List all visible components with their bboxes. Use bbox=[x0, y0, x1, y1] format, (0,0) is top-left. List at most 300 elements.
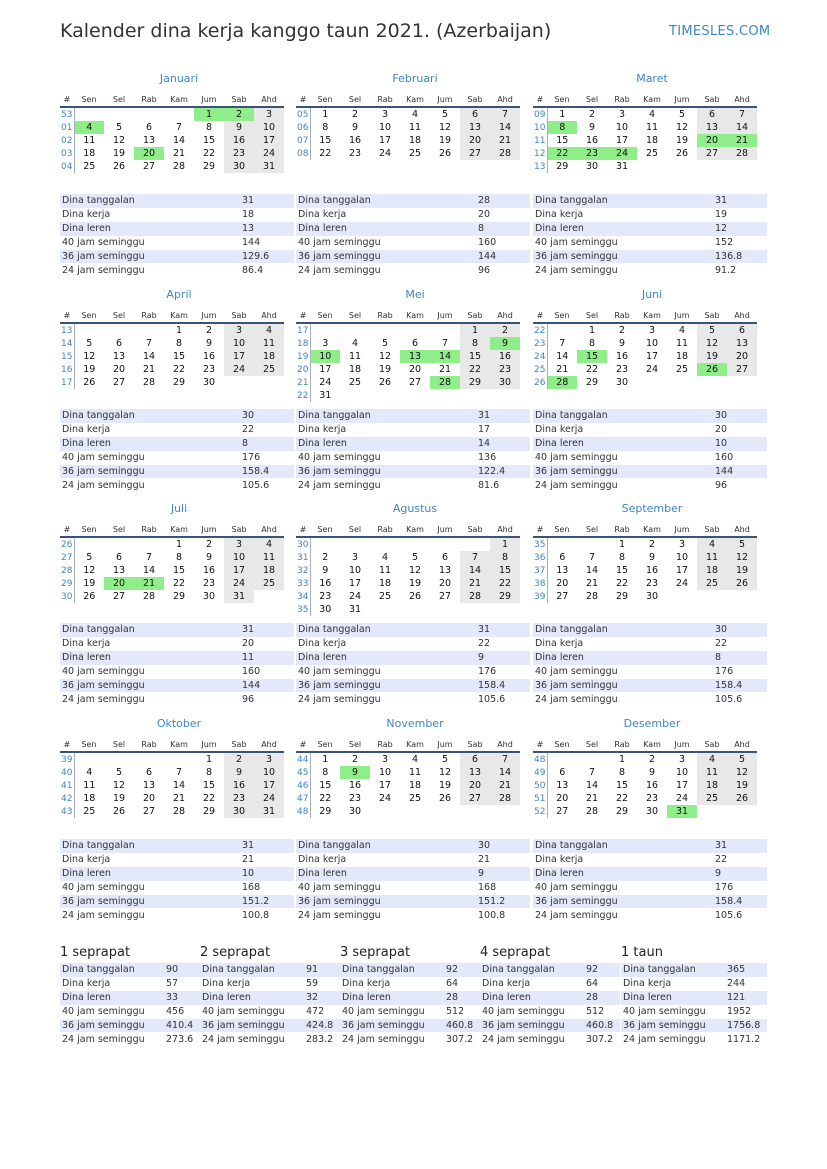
stat-label: Dina tanggalan bbox=[533, 623, 713, 637]
day-cell: 1 bbox=[322, 109, 329, 120]
empty-cell bbox=[430, 603, 460, 616]
week-row bbox=[533, 376, 757, 389]
day-cell: 13 bbox=[727, 337, 757, 350]
empty-cell bbox=[254, 590, 284, 603]
stat-label: 24 jam seminggu bbox=[62, 264, 145, 276]
stat-label: Dina tanggalan bbox=[296, 194, 476, 208]
day-cell: 1 bbox=[460, 323, 490, 337]
stat-label: 36 jam seminggu bbox=[480, 1019, 584, 1033]
day-cell: 8 bbox=[322, 122, 329, 133]
stat-row bbox=[340, 1032, 480, 1046]
stat-row bbox=[296, 665, 530, 679]
stat-value: 13 bbox=[240, 222, 294, 236]
day-cell: 18 bbox=[348, 364, 362, 375]
day-cell: 22 bbox=[319, 793, 332, 804]
weekday-header: Rab bbox=[134, 738, 164, 752]
stat-label: Dina leren bbox=[296, 222, 476, 236]
weekday-header: Rab bbox=[607, 93, 637, 107]
month-title: Maret bbox=[636, 72, 668, 85]
day-cell: 8 bbox=[175, 338, 183, 349]
stat-row bbox=[60, 637, 294, 651]
stat-value: 160 bbox=[242, 666, 261, 678]
day-cell: 12 bbox=[438, 122, 452, 133]
stat-label: Dina leren bbox=[60, 867, 240, 881]
weekday-header: Kam bbox=[637, 309, 667, 323]
stat-row bbox=[296, 867, 530, 881]
day-cell: 26 bbox=[83, 591, 96, 602]
stat-label: 40 jam seminggu bbox=[62, 1006, 145, 1018]
week-number: 06 bbox=[297, 122, 309, 133]
week-row bbox=[533, 752, 757, 766]
month-title: Februari bbox=[392, 72, 438, 85]
stat-label: Dina leren bbox=[533, 867, 713, 881]
stat-value: 1952 bbox=[727, 1006, 752, 1018]
week-row bbox=[533, 337, 757, 350]
day-cell: 4 bbox=[86, 767, 93, 778]
weekday-header: Ahd bbox=[727, 738, 757, 752]
month-stats bbox=[533, 839, 767, 922]
stat-label: Dina leren bbox=[296, 651, 476, 665]
day-cell: 7 bbox=[175, 767, 183, 778]
empty-cell bbox=[340, 389, 370, 402]
stat-label: 24 jam seminggu bbox=[298, 479, 381, 491]
stat-label: Dina leren bbox=[60, 437, 240, 451]
day-cell: 3 bbox=[648, 325, 656, 336]
stat-value: 22 bbox=[478, 638, 491, 650]
stat-label: 40 jam seminggu bbox=[482, 1006, 565, 1018]
stat-value: 31 bbox=[713, 194, 767, 208]
day-cell: 9 bbox=[224, 766, 254, 779]
stat-label: 40 jam seminggu bbox=[62, 237, 145, 249]
month-stats bbox=[60, 194, 294, 277]
stat-value: 31 bbox=[476, 623, 530, 637]
day-cell: 7 bbox=[145, 552, 153, 563]
week-number: 01 bbox=[61, 122, 73, 133]
day-cell: 27 bbox=[408, 377, 422, 388]
day-cell: 6 bbox=[411, 338, 419, 349]
day-cell: 31 bbox=[254, 160, 284, 173]
day-cell: 21 bbox=[438, 364, 452, 375]
stat-value: 96 bbox=[242, 693, 255, 705]
weekday-header: Ahd bbox=[727, 523, 757, 537]
stat-row bbox=[296, 437, 530, 451]
empty-cell bbox=[104, 323, 134, 337]
stat-row bbox=[60, 1005, 200, 1019]
week-number: 35 bbox=[297, 604, 309, 615]
empty-cell bbox=[400, 537, 430, 551]
weekday-header: Kam bbox=[400, 523, 430, 537]
day-cell: 17 bbox=[645, 351, 659, 362]
stat-value: 12 bbox=[713, 222, 767, 236]
weekday-header: Jum bbox=[667, 523, 697, 537]
day-cell: 3 bbox=[224, 323, 254, 337]
stat-value: 144 bbox=[242, 237, 261, 249]
stat-label: Dina kerja bbox=[298, 209, 347, 221]
stat-value: 18 bbox=[242, 209, 255, 221]
day-cell: 10 bbox=[310, 350, 340, 363]
day-cell: 22 bbox=[547, 147, 577, 160]
day-cell: 1 bbox=[490, 537, 520, 551]
week-number: 38 bbox=[534, 578, 546, 589]
day-cell: 4 bbox=[254, 537, 284, 551]
day-cell: 6 bbox=[115, 552, 123, 563]
weekday-header: Ahd bbox=[490, 93, 520, 107]
month-stats bbox=[296, 623, 530, 706]
day-cell: 19 bbox=[727, 564, 757, 577]
day-cell: 16 bbox=[645, 565, 659, 576]
stat-label: 36 jam seminggu bbox=[296, 895, 476, 909]
day-cell: 17 bbox=[348, 578, 362, 589]
week-row bbox=[60, 350, 284, 363]
empty-cell bbox=[104, 537, 134, 551]
empty-cell bbox=[430, 389, 460, 402]
day-cell: 22 bbox=[202, 148, 216, 159]
day-cell: 25 bbox=[408, 148, 422, 159]
stat-label: 24 jam seminggu bbox=[202, 1033, 285, 1045]
stat-row bbox=[60, 977, 200, 991]
stat-value: 96 bbox=[478, 264, 491, 276]
day-cell: 8 bbox=[205, 122, 213, 133]
month-calendar bbox=[533, 738, 757, 818]
stat-row bbox=[533, 208, 767, 222]
stat-label: 40 jam seminggu bbox=[62, 452, 145, 464]
day-cell: 10 bbox=[645, 338, 659, 349]
brand-link[interactable]: TIMESLES.COM bbox=[669, 24, 771, 39]
stat-value: 460.8 bbox=[584, 1019, 620, 1033]
day-cell: 16 bbox=[585, 135, 599, 146]
day-cell: 28 bbox=[142, 377, 156, 388]
day-cell: 31 bbox=[319, 390, 332, 401]
stat-value: 105.6 bbox=[478, 693, 506, 705]
day-cell: 29 bbox=[615, 806, 629, 817]
day-cell: 24 bbox=[348, 591, 362, 602]
week-number: 17 bbox=[296, 323, 310, 337]
stat-value: 10 bbox=[713, 437, 767, 451]
stat-row bbox=[296, 853, 530, 867]
day-cell: 28 bbox=[727, 147, 757, 160]
weekday-header: Ahd bbox=[490, 523, 520, 537]
empty-cell bbox=[104, 752, 134, 766]
stat-row bbox=[533, 236, 767, 250]
month-title: September bbox=[621, 502, 683, 515]
stat-row bbox=[296, 637, 530, 651]
stat-row bbox=[340, 991, 480, 1005]
day-cell: 15 bbox=[202, 780, 216, 791]
week-row bbox=[296, 551, 520, 564]
weekday-header: Sab bbox=[697, 309, 727, 323]
week-row bbox=[296, 107, 520, 121]
day-cell: 5 bbox=[411, 552, 419, 563]
stat-label: Dina leren bbox=[621, 991, 725, 1005]
summary-stats bbox=[621, 963, 767, 1046]
empty-cell bbox=[134, 537, 164, 551]
empty-cell bbox=[697, 805, 727, 818]
stat-label: Dina leren bbox=[296, 437, 476, 451]
weekday-header: Ahd bbox=[727, 93, 757, 107]
stat-row bbox=[60, 465, 294, 479]
day-cell: 30 bbox=[202, 377, 216, 388]
empty-cell bbox=[577, 752, 607, 766]
day-cell: 6 bbox=[115, 338, 123, 349]
stat-value: 31 bbox=[240, 623, 294, 637]
week-row bbox=[60, 766, 284, 779]
summary-title: 2 seprapat bbox=[200, 945, 271, 960]
week-number: 17 bbox=[61, 377, 73, 388]
day-cell: 13 bbox=[556, 565, 569, 576]
day-cell: 7 bbox=[559, 338, 566, 349]
day-cell: 19 bbox=[408, 578, 422, 589]
week-row bbox=[533, 805, 757, 818]
empty-cell bbox=[164, 752, 194, 766]
day-cell: 8 bbox=[588, 338, 596, 349]
day-cell: 25 bbox=[254, 577, 284, 590]
week-row bbox=[60, 805, 284, 818]
week-number: 08 bbox=[297, 148, 309, 159]
day-cell: 10 bbox=[224, 551, 254, 564]
day-cell: 12 bbox=[727, 551, 757, 564]
day-cell: 6 bbox=[145, 767, 153, 778]
stat-value: 31 bbox=[476, 409, 530, 423]
empty-cell bbox=[430, 537, 460, 551]
week-row bbox=[533, 766, 757, 779]
day-cell: 25 bbox=[697, 792, 727, 805]
stat-row bbox=[480, 963, 620, 977]
day-cell: 12 bbox=[378, 351, 392, 362]
weekday-header: Sel bbox=[104, 93, 134, 107]
stat-value: 158.4 bbox=[476, 679, 530, 693]
stat-row bbox=[60, 991, 200, 1005]
stat-label: Dina leren bbox=[200, 991, 304, 1005]
day-cell: 5 bbox=[678, 109, 686, 120]
day-cell: 10 bbox=[675, 552, 689, 563]
stat-row bbox=[296, 839, 530, 853]
stat-row bbox=[340, 963, 480, 977]
day-cell: 3 bbox=[224, 537, 254, 551]
stat-label: Dina tanggalan bbox=[60, 963, 164, 977]
empty-cell bbox=[340, 537, 370, 551]
week-number: 13 bbox=[534, 161, 546, 172]
stat-label: Dina tanggalan bbox=[480, 963, 584, 977]
month-title: April bbox=[166, 288, 192, 301]
day-cell: 23 bbox=[615, 364, 629, 375]
empty-cell bbox=[74, 323, 104, 337]
stat-row bbox=[296, 222, 530, 236]
stat-value: 21 bbox=[242, 854, 255, 866]
week-number: 48 bbox=[297, 806, 309, 817]
week-number: 48 bbox=[533, 752, 547, 766]
weekday-header: Ahd bbox=[254, 738, 284, 752]
day-cell: 19 bbox=[438, 780, 452, 791]
day-cell: 16 bbox=[224, 134, 254, 147]
day-cell: 15 bbox=[615, 565, 629, 576]
day-cell: 17 bbox=[319, 364, 332, 375]
stat-value: 8 bbox=[713, 651, 767, 665]
week-number: 28 bbox=[61, 565, 73, 576]
stat-value: 105.6 bbox=[242, 479, 270, 491]
weekday-header: Sel bbox=[577, 93, 607, 107]
week-number-header: # bbox=[296, 523, 310, 537]
day-cell: 22 bbox=[319, 148, 332, 159]
weekday-header: Ahd bbox=[490, 738, 520, 752]
weekday-header: Sel bbox=[340, 523, 370, 537]
month-calendar bbox=[533, 309, 757, 389]
month-stats bbox=[296, 409, 530, 492]
stat-row bbox=[296, 651, 530, 665]
day-cell: 21 bbox=[585, 578, 599, 589]
week-row bbox=[533, 590, 757, 603]
week-number: 49 bbox=[534, 767, 546, 778]
day-cell: 15 bbox=[577, 350, 607, 363]
day-cell: 9 bbox=[340, 766, 370, 779]
weekday-header: Sab bbox=[224, 309, 254, 323]
day-cell: 17 bbox=[254, 779, 284, 792]
week-number: 07 bbox=[297, 135, 309, 146]
day-cell: 11 bbox=[83, 135, 96, 146]
day-cell: 23 bbox=[645, 793, 659, 804]
stat-row bbox=[60, 437, 294, 451]
week-row bbox=[296, 363, 520, 376]
stat-row bbox=[621, 977, 767, 991]
day-cell: 9 bbox=[322, 565, 329, 576]
day-cell: 4 bbox=[697, 537, 727, 551]
stat-value: 472 bbox=[306, 1006, 325, 1018]
day-cell: 21 bbox=[460, 577, 490, 590]
stat-row bbox=[533, 409, 767, 423]
stat-row bbox=[60, 853, 294, 867]
day-cell: 25 bbox=[83, 161, 96, 172]
week-row bbox=[533, 160, 757, 173]
week-row bbox=[533, 779, 757, 792]
stat-label: Dina tanggalan bbox=[60, 839, 240, 853]
day-cell: 15 bbox=[556, 135, 569, 146]
stat-row bbox=[533, 437, 767, 451]
empty-cell bbox=[370, 805, 400, 818]
day-cell: 11 bbox=[408, 767, 422, 778]
stat-label: 36 jam seminggu bbox=[60, 250, 240, 264]
stat-value: 14 bbox=[476, 437, 530, 451]
day-cell: 21 bbox=[490, 134, 520, 147]
day-cell: 8 bbox=[205, 767, 213, 778]
weekday-header: Rab bbox=[370, 738, 400, 752]
day-cell: 9 bbox=[205, 338, 213, 349]
empty-cell bbox=[74, 537, 104, 551]
stat-value: 151.2 bbox=[476, 895, 530, 909]
day-cell: 25 bbox=[83, 806, 96, 817]
empty-cell bbox=[547, 323, 577, 337]
stat-row bbox=[533, 465, 767, 479]
stat-row bbox=[533, 250, 767, 264]
stat-label: Dina kerja bbox=[298, 638, 347, 650]
stat-value: 19 bbox=[715, 209, 728, 221]
month-title: Mei bbox=[405, 288, 425, 301]
day-cell: 9 bbox=[224, 121, 254, 134]
weekday-header: Kam bbox=[637, 523, 667, 537]
stat-label: Dina kerja bbox=[298, 854, 347, 866]
stat-value: 122.4 bbox=[476, 465, 530, 479]
week-row bbox=[296, 147, 520, 160]
stat-label: 24 jam seminggu bbox=[298, 909, 381, 921]
week-number: 22 bbox=[533, 323, 547, 337]
stat-row bbox=[533, 839, 767, 853]
weekday-header: Sab bbox=[697, 738, 727, 752]
weekday-header: Sab bbox=[460, 309, 490, 323]
week-row bbox=[533, 564, 757, 577]
weekday-header: Ahd bbox=[490, 309, 520, 323]
stat-label: Dina tanggalan bbox=[60, 623, 240, 637]
week-number: 13 bbox=[60, 323, 74, 337]
day-cell: 22 bbox=[202, 793, 216, 804]
stat-value: 22 bbox=[715, 854, 728, 866]
day-cell: 16 bbox=[202, 565, 216, 576]
day-cell: 28 bbox=[490, 792, 520, 805]
weekday-header: Ahd bbox=[254, 93, 284, 107]
week-row bbox=[533, 147, 757, 160]
day-cell: 15 bbox=[490, 564, 520, 577]
week-row bbox=[533, 323, 757, 337]
week-number: 43 bbox=[61, 806, 73, 817]
day-cell: 6 bbox=[441, 552, 449, 563]
day-cell: 12 bbox=[408, 565, 422, 576]
stat-row bbox=[60, 451, 294, 465]
stat-label: 40 jam seminggu bbox=[202, 1006, 285, 1018]
day-cell: 10 bbox=[254, 766, 284, 779]
day-cell: 30 bbox=[348, 806, 362, 817]
week-row bbox=[60, 376, 284, 389]
stat-label: 36 jam seminggu bbox=[60, 1019, 164, 1033]
day-cell: 19 bbox=[697, 350, 727, 363]
empty-cell bbox=[430, 805, 460, 818]
day-cell: 7 bbox=[441, 338, 449, 349]
day-cell: 29 bbox=[172, 377, 186, 388]
stat-label: Dina leren bbox=[340, 991, 444, 1005]
weekday-header: Sen bbox=[74, 93, 104, 107]
day-cell: 1 bbox=[175, 325, 183, 336]
stat-value: 22 bbox=[242, 424, 255, 436]
week-number: 45 bbox=[297, 767, 309, 778]
week-number: 29 bbox=[61, 578, 73, 589]
stat-value: 32 bbox=[304, 991, 340, 1005]
day-cell: 24 bbox=[224, 363, 254, 376]
day-cell: 29 bbox=[615, 591, 629, 602]
day-cell: 9 bbox=[618, 338, 626, 349]
weekday-header: Sen bbox=[310, 93, 340, 107]
day-cell: 18 bbox=[697, 779, 727, 792]
stat-label: 24 jam seminggu bbox=[62, 479, 145, 491]
stat-value: 90 bbox=[164, 963, 200, 977]
day-cell: 2 bbox=[648, 754, 656, 765]
day-cell: 28 bbox=[585, 591, 599, 602]
week-row bbox=[296, 350, 520, 363]
day-cell: 7 bbox=[588, 552, 596, 563]
day-cell: 13 bbox=[142, 780, 156, 791]
stat-label: 36 jam seminggu bbox=[60, 679, 240, 693]
stat-row bbox=[60, 963, 200, 977]
stat-row bbox=[60, 194, 294, 208]
stat-value: 96 bbox=[715, 479, 728, 491]
day-cell: 21 bbox=[142, 364, 156, 375]
day-cell: 8 bbox=[175, 552, 183, 563]
stat-label: 24 jam seminggu bbox=[298, 264, 381, 276]
day-cell: 23 bbox=[224, 147, 254, 160]
day-cell: 17 bbox=[378, 780, 392, 791]
stat-label: Dina kerja bbox=[62, 854, 111, 866]
week-row bbox=[296, 376, 520, 389]
day-cell: 6 bbox=[727, 323, 757, 337]
day-cell: 18 bbox=[254, 564, 284, 577]
week-row bbox=[60, 577, 284, 590]
week-number-header: # bbox=[296, 93, 310, 107]
stat-row bbox=[533, 908, 767, 922]
